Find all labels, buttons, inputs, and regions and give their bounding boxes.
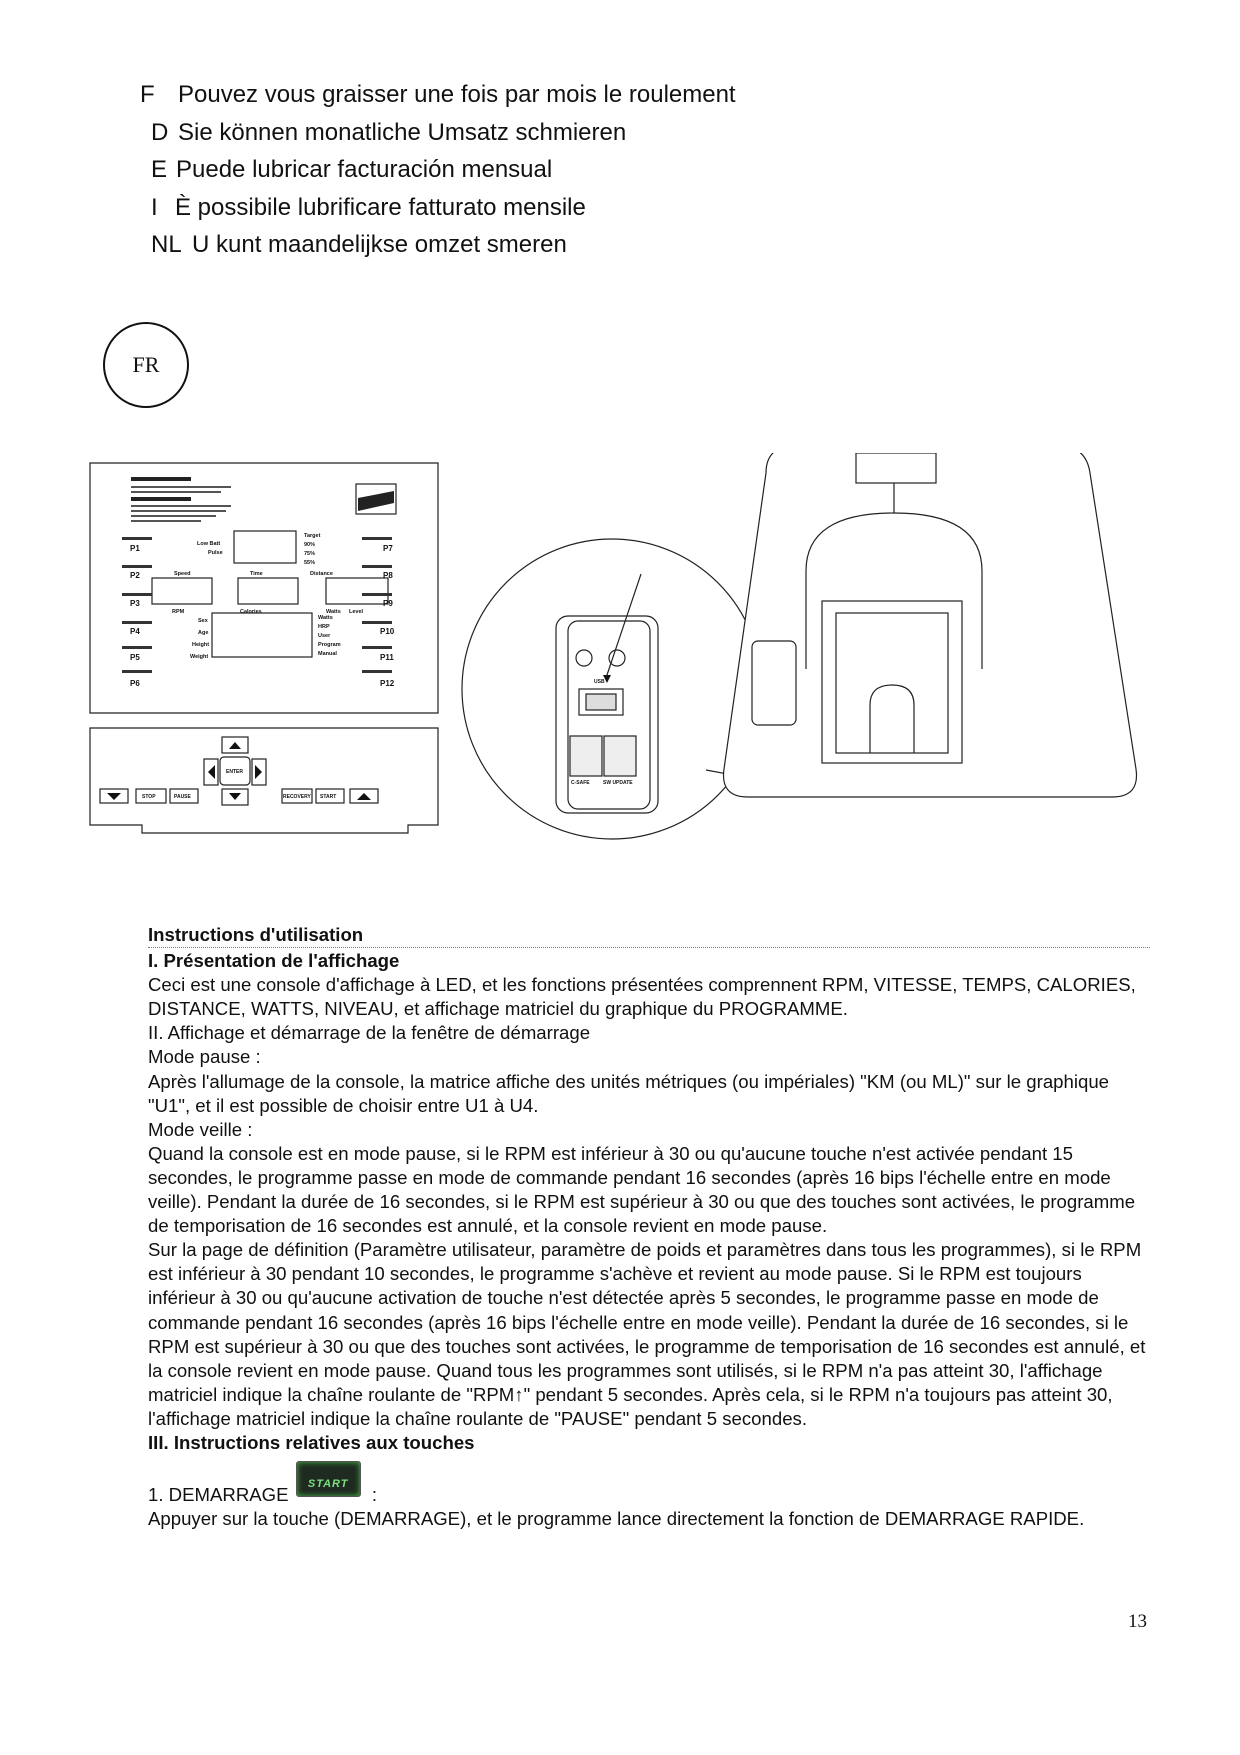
section3-heading: III. Instructions relatives aux touches: [148, 1431, 475, 1453]
calories-label: Calories: [240, 609, 262, 615]
language-code: E: [151, 156, 168, 183]
start-key-label: START: [320, 794, 337, 800]
rpm-label: RPM: [172, 609, 185, 615]
language-text: È possibile lubrificare fatturato mensile: [175, 193, 586, 221]
program-label: P5: [130, 653, 140, 662]
enter-key-label: ENTER: [226, 769, 243, 775]
key1-line: [148, 1467, 1150, 1507]
instructions-title: Instructions d'utilisation: [148, 924, 364, 945]
sex-label: Sex: [198, 618, 208, 624]
section2-heading: II. Affichage et démarrage de la fenêtre de démarrage: [148, 1022, 591, 1044]
language-line-nl: [140, 226, 736, 264]
start-key-icon: [296, 1461, 361, 1497]
watts-level-label: Watts: [326, 609, 341, 615]
program-label: P7: [383, 544, 393, 553]
program-mode-label: Program: [318, 642, 341, 648]
program-label: P10: [380, 627, 395, 636]
key1-label: 1. DEMARRAGE: [148, 1484, 289, 1506]
recovery-key-label: RECOVERY: [283, 794, 311, 800]
pulse-label: Pulse: [208, 550, 223, 556]
language-text: Sie können monatliche Umsatz schmieren: [178, 118, 627, 146]
language-text: U kunt maandelijkse omzet smeren: [192, 231, 567, 258]
pct75-label: 75%: [304, 551, 316, 557]
start-key-icon-text: START: [307, 1478, 349, 1491]
stop-key-label: STOP: [142, 794, 156, 800]
program-label: P3: [130, 599, 140, 608]
console-illustration: [86, 453, 1156, 853]
program-label: P6: [130, 679, 140, 688]
program-label: P12: [380, 679, 395, 688]
csafe-label: C-SAFE: [571, 780, 590, 786]
language-code: I: [151, 193, 158, 221]
language-badge-label: FR: [132, 352, 160, 377]
language-code: F: [140, 81, 155, 108]
program-label: P2: [130, 571, 140, 580]
pause-mode-text: Après l'allumage de la console, la matrice affiche des unités métriques (ou impériales) "KM (ou ML)" sur le graphique "U1", et il est possible de choisir entre U1 à U4.: [148, 1070, 1110, 1116]
instructions: [148, 923, 1150, 1531]
sw-update-label: SW UPDATE: [603, 780, 633, 786]
language-line-d: [140, 114, 736, 152]
time-label: Time: [250, 571, 263, 577]
usb-label: USB: [594, 679, 605, 685]
key1-colon: :: [371, 1484, 378, 1506]
rear-console-view: [724, 453, 1137, 797]
console-key-panel: [90, 728, 438, 833]
program-label: P9: [383, 599, 393, 608]
weight-label: Weight: [190, 654, 209, 660]
pct90-label: 90%: [304, 542, 316, 548]
height-label: Height: [192, 642, 210, 648]
console-display-panel: [90, 463, 438, 713]
pct55-label: 55%: [304, 560, 316, 566]
pause-key-label: PAUSE: [174, 794, 191, 800]
pause-mode-label: Mode pause :: [148, 1046, 261, 1068]
language-badge: [103, 322, 189, 408]
language-line-e: [140, 151, 736, 189]
standby-text: Quand la console est en mode pause, si le RPM est inférieur à 30 ou qu'aucune touche n'est activée pendant 15 secondes, le programme passe en mode de commande pendant 16 secondes (après 16 bips l'échelle entre en mode veille). Pendant la durée de 16 secondes, si le RPM est supérieur à 30 ou que des touches sont activées, le programme de temporisation de 16 secondes est annulé, et la console revient en mode pause.: [148, 1142, 1136, 1237]
divider: [148, 947, 1150, 948]
program-label: P8: [383, 571, 393, 580]
definition-text: Sur la page de définition (Paramètre utilisateur, paramètre de poids et paramètres dans tous les programmes), si le RPM est inférieur à 30 pendant 10 secondes, le programme s'achève et revient au mode pause. Si le RPM est toujours inférieur à 30 ou qu'aucune activation de touche n'est détectée après 5 secondes, le programme passe en mode de commande pendant 16 secondes (après 16 bips l'échelle entre en mode veille). Pendant la durée de 16 secondes, si le RPM est supérieur à 30 ou que des touches sont activées, le programme de temporisation de 16 secondes est annulé, et la console revient en mode pause. Quand tous les programmes sont utilisés, si le RPM n'a pas atteint 30, l'affichage matriciel indique la chaîne roulante de "RPM↑" pendant 5 secondes. Après cela, si le RPM n'a toujours pas atteint 30, l'affichage matriciel indique la chaîne roulante de "PAUSE" pendant 5 secondes.: [148, 1239, 1146, 1429]
manual-label: Manual: [318, 651, 337, 657]
section1-heading: I. Présentation de l'affichage: [148, 950, 400, 972]
language-text: Pouvez vous graisser une fois par mois le roulement: [178, 81, 736, 108]
language-code: D: [151, 118, 169, 146]
user-label: User: [318, 633, 331, 639]
hrp-label: HRP: [318, 624, 330, 630]
page-number: 13: [1128, 1611, 1147, 1632]
low-batt-label: Low Batt: [197, 541, 221, 547]
distance-label: Distance: [310, 571, 333, 577]
program-label: P11: [380, 653, 394, 662]
section1-text: Ceci est une console d'affichage à LED, et les fonctions présentées comprennent RPM, VITESSE, TEMPS, CALORIES, DISTANCE, WATTS, NIVEAU, et affichage matriciel du graphique du PROGRAMME.: [148, 974, 1136, 1020]
age-label: Age: [198, 630, 209, 636]
language-list: [140, 76, 736, 264]
language-line-i: [140, 189, 736, 227]
program-label: P1: [130, 544, 140, 553]
target-label: Target: [304, 533, 321, 539]
language-text: Puede lubricar facturación mensual: [176, 156, 553, 183]
level-label: Level: [349, 609, 364, 615]
language-code: NL: [151, 231, 182, 258]
speed-label: Speed: [174, 571, 191, 577]
language-line-f: [140, 76, 736, 114]
key1-text: Appuyer sur la touche (DEMARRAGE), et le programme lance directement la fonction de DEMARRAGE RAPIDE.: [148, 1508, 1085, 1530]
program-label: P4: [130, 627, 140, 636]
standby-label: Mode veille :: [148, 1118, 253, 1140]
watts-label: Watts: [318, 615, 333, 621]
